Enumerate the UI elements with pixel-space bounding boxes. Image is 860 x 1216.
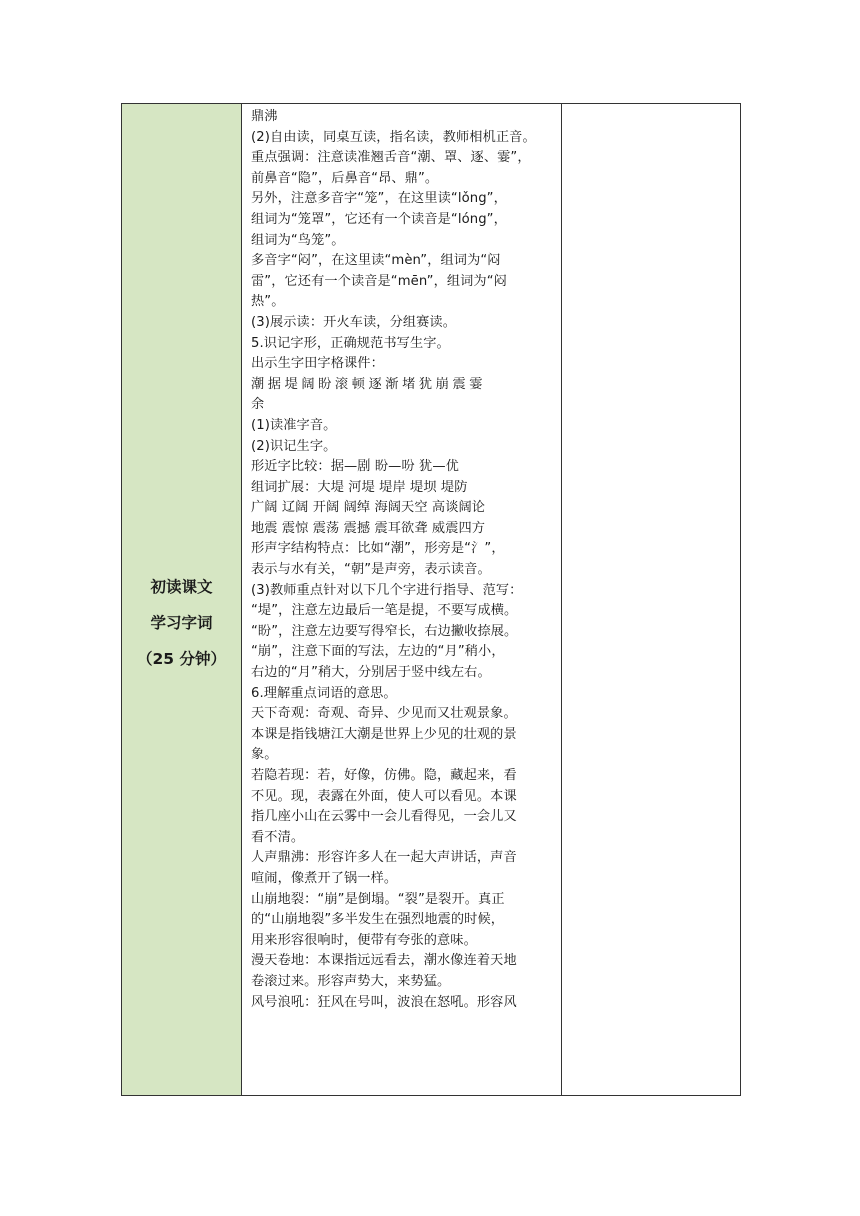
content-line: 前鼻音“隐”，后鼻音“昂、鼎”。 bbox=[251, 170, 439, 186]
content-line: 人声鼎沸：形容许多人在一起大声讲话，声音 bbox=[251, 850, 517, 866]
content-line: 形声字结构特点：比如“潮”，形旁是“氵”， bbox=[251, 541, 505, 557]
content-line: 出示生字田字格课件： bbox=[251, 356, 384, 372]
content-line: 另外，注意多音字“笼”，在这里读“lǒng”， bbox=[251, 191, 507, 207]
content-line: 天下奇观：奇观、奇异、少见而又壮观景象。 bbox=[251, 706, 517, 722]
new-characters-line: 潮据堤阔盼滚顿逐渐堵犹崩震霎 bbox=[251, 376, 487, 392]
content-line: 组词为“鸟笼”。 bbox=[251, 232, 345, 248]
lesson-content-cell bbox=[242, 104, 562, 1095]
content-line: (2)自由读，同桌互读，指名读，教师相机正音。 bbox=[251, 129, 536, 145]
content-line: “盼”，注意左边要写得窄长，右边撇收捺展。 bbox=[251, 623, 518, 639]
content-line: “堤”，注意左边最后一笔是提，不要写成横。 bbox=[251, 603, 518, 619]
content-line: (2)识记生字。 bbox=[251, 438, 337, 454]
content-line: 用来形容很响时，便带有夸张的意味。 bbox=[251, 932, 477, 948]
section-label-cell bbox=[122, 104, 242, 1095]
content-line: 不见。现，表露在外面，使人可以看见。本课 bbox=[251, 788, 517, 804]
content-line: 若隐若现：若，好像，仿佛。隐，藏起来，看 bbox=[251, 768, 517, 783]
section-title-reading: 初读课文 bbox=[150, 577, 213, 596]
content-line: 表示与水有关，“朝”是声旁，表示读音。 bbox=[251, 562, 491, 578]
content-line: 风号浪吼：狂风在号叫，波浪在怒吼。形容风 bbox=[251, 994, 517, 1010]
content-line: 右边的“月”稍大，分别居于竖中线左右。 bbox=[251, 665, 491, 681]
content-line: 组词为“笼罩”，它还有一个读音是“lóng”， bbox=[251, 211, 507, 227]
content-line: 热”。 bbox=[251, 294, 285, 310]
content-line: 象。 bbox=[251, 747, 278, 763]
notes-cell bbox=[562, 104, 740, 1095]
content-line: 余 bbox=[251, 397, 265, 413]
content-line: 组词扩展：大堤 河堤 堤岸 堤坝 堤防 bbox=[251, 479, 468, 495]
content-line: 多音字“闷”，在这里读“mèn”，组词为“闷 bbox=[251, 253, 501, 269]
content-line: 漫天卷地：本课指远远看去，潮水像连着天地 bbox=[251, 953, 517, 969]
content-line: 6.理解重点词语的意思。 bbox=[251, 685, 397, 701]
content-line: “崩”，注意下面的写法，左边的“月”稍小， bbox=[251, 644, 505, 660]
content-line: 5.识记字形，正确规范书写生字。 bbox=[251, 335, 450, 351]
content-line: 地震 震惊 震荡 震撼 震耳欲聋 威震四方 bbox=[251, 520, 486, 536]
content-line: (3)教师重点针对以下几个字进行指导、范写： bbox=[251, 582, 523, 598]
content-line: 广阔 辽阔 开阔 阔绰 海阔天空 高谈阔论 bbox=[251, 500, 486, 516]
content-line: 指几座小山在云雾中一会儿看得见，一会儿又 bbox=[251, 809, 517, 825]
content-line: 形近字比较：据—剧 盼—吩 犹—优 bbox=[251, 459, 459, 475]
content-line: (1)读准字音。 bbox=[251, 417, 337, 433]
content-line: 鼎沸 bbox=[251, 109, 278, 124]
section-duration: （25 分钟） bbox=[137, 649, 226, 668]
content-line: 本课是指钱塘江大潮是世界上少见的壮观的景 bbox=[251, 726, 517, 742]
content-line: 喧闹，像煮开了锅一样。 bbox=[251, 870, 398, 886]
content-line: 雷”，它还有一个读音是“mēn”，组词为“闷 bbox=[251, 273, 507, 289]
content-line: 的“山崩地裂”多半发生在强烈地震的时候， bbox=[251, 912, 505, 928]
content-line: 重点强调：注意读准翘舌音“潮、罩、逐、霎”， bbox=[251, 150, 531, 166]
lesson-table bbox=[121, 103, 741, 1096]
content-line: (3)展示读：开火车读，分组赛读。 bbox=[251, 314, 457, 330]
content-line: 山崩地裂：“崩”是倒塌。“裂”是裂开。真正 bbox=[251, 891, 505, 907]
content-line: 看不清。 bbox=[251, 829, 305, 845]
content-line: 卷滚过来。形容声势大，来势猛。 bbox=[251, 973, 451, 989]
section-title-words: 学习字词 bbox=[150, 613, 213, 632]
